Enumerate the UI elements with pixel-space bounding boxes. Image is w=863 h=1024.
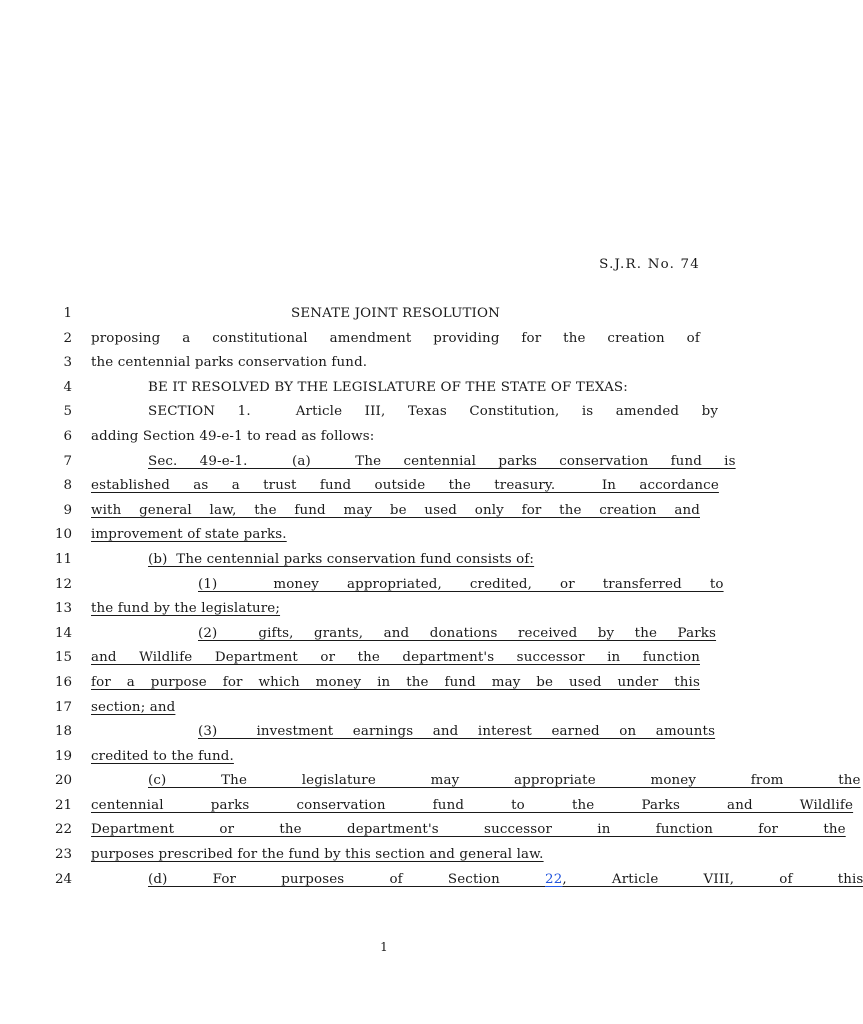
line-number: 9 xyxy=(63,502,72,518)
document-line xyxy=(0,624,768,649)
line-text-segment: centennial parks conservation fund to the Parks and Wildlife xyxy=(91,797,854,813)
line-number: 4 xyxy=(63,379,72,395)
document-line xyxy=(0,476,768,501)
line-number: 17 xyxy=(54,699,72,715)
line-text-segment: BE IT RESOLVED BY THE LEGISLATURE OF THE STATE OF TEXAS: xyxy=(148,379,628,395)
document-line xyxy=(0,698,768,723)
line-text-segment: SECTION 1. Article III, Texas Constitution, is amended by xyxy=(148,404,719,420)
line-text xyxy=(91,380,700,395)
document-line xyxy=(0,599,768,624)
line-text xyxy=(91,576,724,592)
line-text-segment: (2) gifts, grants, and donations received by the Parks xyxy=(198,625,717,641)
line-text-segment: proposing a constitutional amendment providing for the creation of xyxy=(91,330,700,346)
line-text-segment: with general law, the fund may be used only for the creation and xyxy=(91,502,700,518)
line-text xyxy=(91,724,716,740)
document-line xyxy=(0,452,768,477)
line-text-segment: credited to the fund. xyxy=(91,748,234,764)
line-text-segment: SENATE JOINT RESOLUTION xyxy=(291,306,500,321)
page-number: 1 xyxy=(380,940,388,954)
line-text xyxy=(91,306,700,321)
line-text-segment: section; and xyxy=(91,699,176,715)
line-text xyxy=(91,650,700,665)
document-line xyxy=(0,771,861,796)
line-text xyxy=(91,503,700,518)
line-number: 8 xyxy=(63,478,72,494)
line-number: 7 xyxy=(63,453,72,469)
line-text xyxy=(91,478,719,494)
line-text xyxy=(91,453,736,469)
line-text-segment: for a purpose for which money in the fund may be used under this xyxy=(91,674,700,690)
line-text xyxy=(91,404,719,420)
line-number: 19 xyxy=(54,748,72,764)
line-number: 18 xyxy=(54,724,72,740)
line-text xyxy=(91,601,700,616)
line-number: 13 xyxy=(54,601,72,617)
document-line xyxy=(0,304,768,329)
line-text-segment: (b) The centennial parks conservation fund consists of: xyxy=(148,551,535,567)
document-line xyxy=(0,550,768,575)
line-text-segment: the centennial parks conservation fund. xyxy=(91,355,368,371)
line-text xyxy=(91,797,854,813)
line-number: 1 xyxy=(63,306,72,321)
document-line xyxy=(0,353,768,378)
line-number: 22 xyxy=(54,822,72,838)
line-text-segment: (d) For purposes of Section xyxy=(148,871,546,887)
line-text-segment: purposes prescribed for the fund by this section and general law. xyxy=(91,847,544,863)
document-line xyxy=(0,501,768,526)
bill-number: S.J.R. No. 74 xyxy=(599,257,700,272)
line-number: 5 xyxy=(63,404,72,420)
line-number: 16 xyxy=(54,674,72,690)
document-line xyxy=(0,870,863,895)
document-line xyxy=(0,402,768,427)
document-line xyxy=(0,673,768,698)
document-line xyxy=(0,378,768,403)
line-text xyxy=(91,331,700,346)
line-number: 21 xyxy=(54,797,72,813)
line-text xyxy=(91,822,846,838)
line-number: 23 xyxy=(54,847,72,863)
line-number: 10 xyxy=(54,527,72,543)
document-line xyxy=(0,820,846,845)
line-text xyxy=(91,847,700,862)
document-line xyxy=(0,525,768,550)
line-text xyxy=(91,625,717,641)
line-text-segment: the fund by the legislature; xyxy=(91,601,281,617)
line-text xyxy=(91,552,700,567)
line-text-segment: established as a trust fund outside the treasury. In accordance xyxy=(91,478,719,494)
line-text-segment: (c) The legislature may appropriate money from the xyxy=(148,773,861,789)
line-text xyxy=(91,429,700,444)
line-text xyxy=(91,773,861,789)
line-text xyxy=(91,527,700,542)
line-text xyxy=(91,871,863,887)
line-text-segment: improvement of state parks. xyxy=(91,527,287,543)
line-number: 6 xyxy=(63,428,72,444)
line-text xyxy=(91,700,700,715)
line-number: 2 xyxy=(63,330,72,346)
document-line xyxy=(0,747,768,772)
line-text-segment: Department or the department's successor in function for the xyxy=(91,822,846,838)
line-number: 14 xyxy=(54,625,72,641)
document-line xyxy=(0,648,768,673)
line-text-segment: , Article VIII, of this xyxy=(562,871,863,887)
document-line xyxy=(0,575,768,600)
line-text-segment: (3) investment earnings and interest earned on amounts xyxy=(198,724,716,740)
line-number: 15 xyxy=(54,650,72,666)
line-number: 20 xyxy=(54,773,72,789)
line-text-segment: and Wildlife Department or the department's successor in function xyxy=(91,650,700,666)
document-line xyxy=(0,845,768,870)
line-number: 11 xyxy=(54,551,72,567)
line-text xyxy=(91,749,700,764)
line-text xyxy=(91,675,700,690)
document-line xyxy=(0,329,768,354)
line-number: 3 xyxy=(63,355,72,371)
line-number: 12 xyxy=(54,576,72,592)
line-text-segment: adding Section 49-e-1 to read as follows: xyxy=(91,428,375,444)
resolution-body xyxy=(0,304,863,894)
document-line xyxy=(0,722,768,747)
document-line xyxy=(0,427,768,452)
line-number: 24 xyxy=(54,871,72,887)
line-text-segment: (1) money appropriated, credited, or transferred to xyxy=(198,576,724,592)
document-line xyxy=(0,796,854,821)
line-text xyxy=(91,355,700,370)
line-text-segment: Sec. 49-e-1. (a) The centennial parks conservation fund is xyxy=(148,453,736,469)
section-link[interactable]: 22 xyxy=(545,871,563,887)
